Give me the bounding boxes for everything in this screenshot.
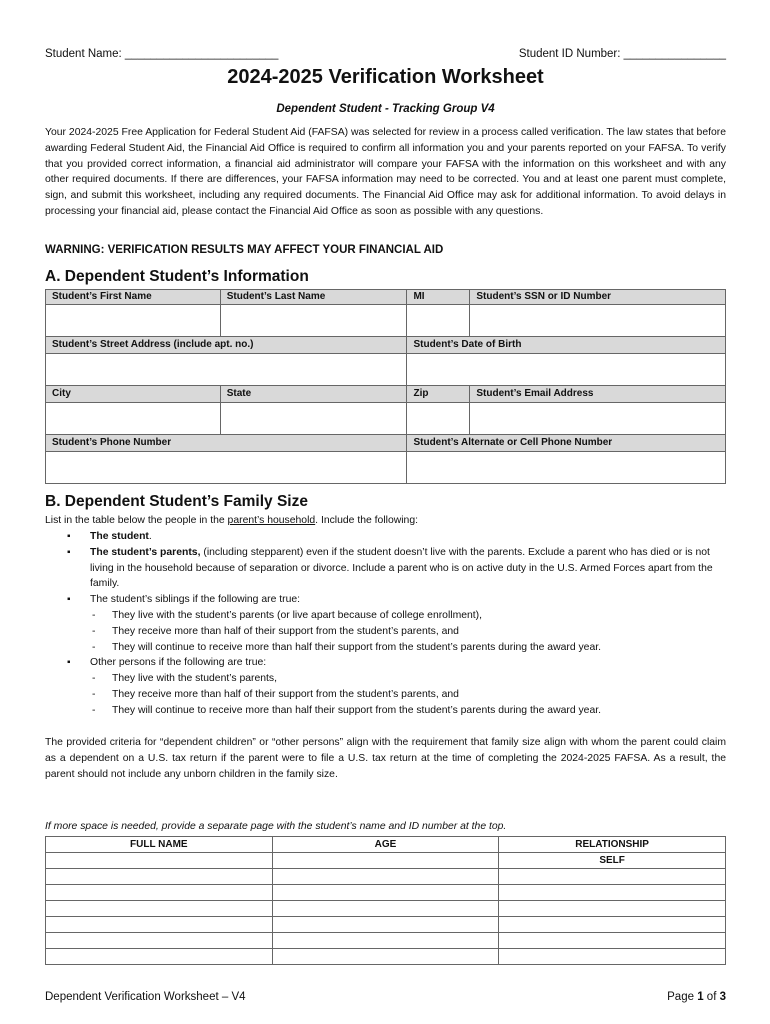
relationship-cell[interactable] xyxy=(499,949,726,965)
table-row xyxy=(46,901,726,917)
intro-paragraph: Your 2024-2025 Free Application for Federal Student Aid (FAFSA) was selected for review in a process called verification. The law states that before awarding Federal Student Aid, the Financial Aid Office is required to confirm all information you and your parents reported on your FAFSA. To verify that you provided correct information, a financial aid administrator will compare your FAFSA with the information on this worksheet and with any other required documents. If there are differences, your FAFSA information may need to be corrected. You and at least one parent must complete, sign, and submit this worksheet, including any required documents. The Financial Aid Office may ask for additional information. To avoid delays in processing your financial aid, please contact the Financial Aid Office as soon as possible with any questions. xyxy=(45,127,726,217)
relationship-cell[interactable] xyxy=(499,917,726,933)
siblings-sublist xyxy=(90,608,726,655)
mi-label: MI xyxy=(407,290,470,305)
name-cell[interactable] xyxy=(46,869,273,885)
item-parents-text: (including stepparent) even if the student doesn’t live with the parents. Exclude a parent who has died or is not living in the household because of separation or divorce. Include a parent who is on active duty in the U.S. Armed Forces apart from the family. xyxy=(90,546,713,590)
table-row xyxy=(46,949,726,965)
sub-item: - They receive more than half of their support from the student’s parents, and xyxy=(90,624,726,640)
others-sublist xyxy=(90,671,726,718)
street-address-field[interactable] xyxy=(46,354,407,386)
table-row xyxy=(46,869,726,885)
age-cell[interactable] xyxy=(272,933,499,949)
full-name-header: FULL NAME xyxy=(46,837,273,853)
name-cell[interactable] xyxy=(46,917,273,933)
name-cell[interactable] xyxy=(46,853,273,869)
relationship-cell[interactable] xyxy=(499,885,726,901)
age-header: AGE xyxy=(272,837,499,853)
page-number xyxy=(667,991,726,1003)
alt-phone-label: Student’s Alternate or Cell Phone Number xyxy=(407,435,726,452)
page-title: 2024-2025 Verification Worksheet xyxy=(227,66,544,88)
name-cell[interactable] xyxy=(46,901,273,917)
dob-field[interactable] xyxy=(407,354,726,386)
last-name-field[interactable] xyxy=(220,305,407,337)
page-current: 1 xyxy=(697,991,704,1003)
phone-field[interactable] xyxy=(46,452,407,484)
sub-item: - They live with the student’s parents (or live apart because of college enrollment), xyxy=(90,608,726,624)
list-intro-end: . Include the following: xyxy=(315,515,418,526)
more-space-note: If more space is needed, provide a separate page with the student’s name and ID number at the top. xyxy=(45,821,507,832)
first-name-label: Student’s First Name xyxy=(46,290,221,305)
dob-label: Student’s Date of Birth xyxy=(407,337,726,354)
zip-label: Zip xyxy=(407,386,470,403)
relationship-cell: SELF xyxy=(499,853,726,869)
age-cell[interactable] xyxy=(272,917,499,933)
email-label: Student’s Email Address xyxy=(470,386,726,403)
age-cell[interactable] xyxy=(272,853,499,869)
name-cell[interactable] xyxy=(46,949,273,965)
warning-text: WARNING: VERIFICATION RESULTS MAY AFFECT YOUR FINANCIAL AID xyxy=(45,244,444,256)
family-criteria-list xyxy=(45,529,726,719)
sub-item: - They will continue to receive more than half their support from the student’s parents during the award year. xyxy=(90,703,726,719)
table-row xyxy=(46,917,726,933)
item-student-end: . xyxy=(148,531,152,542)
page-subtitle: Dependent Student - Tracking Group V4 xyxy=(276,103,495,115)
student-name-label: Student Name: ________________________ xyxy=(45,48,279,60)
last-name-label: Student’s Last Name xyxy=(220,290,407,305)
list-item xyxy=(45,655,726,718)
page-prefix: Page xyxy=(667,991,698,1003)
city-field[interactable] xyxy=(46,403,221,435)
list-intro-text: List in the table below the people in the xyxy=(45,515,228,526)
age-cell[interactable] xyxy=(272,869,499,885)
sub-item: - They receive more than half of their support from the student’s parents, and xyxy=(90,687,726,703)
parents-household-text: parent’s household xyxy=(227,515,316,526)
city-label: City xyxy=(46,386,221,403)
mi-field[interactable] xyxy=(407,305,470,337)
page-footer xyxy=(45,991,726,1003)
email-field[interactable] xyxy=(470,403,726,435)
section-b-heading: B. Dependent Student’s Family Size xyxy=(45,493,308,510)
alt-phone-field[interactable] xyxy=(407,452,726,484)
relationship-cell[interactable] xyxy=(499,933,726,949)
section-a-heading: A. Dependent Student’s Information xyxy=(45,268,309,285)
name-cell[interactable] xyxy=(46,885,273,901)
page-of: of xyxy=(703,991,720,1003)
header-line xyxy=(45,48,726,60)
age-cell[interactable] xyxy=(272,885,499,901)
age-cell[interactable] xyxy=(272,949,499,965)
first-name-field[interactable] xyxy=(46,305,221,337)
list-item xyxy=(45,529,726,545)
relationship-cell[interactable] xyxy=(499,869,726,885)
zip-field[interactable] xyxy=(407,403,470,435)
ssn-label: Student’s SSN or ID Number xyxy=(470,290,726,305)
item-other-persons: Other persons if the following are true: xyxy=(90,657,267,669)
state-label: State xyxy=(220,386,407,403)
age-cell[interactable] xyxy=(272,901,499,917)
list-item xyxy=(45,592,726,655)
name-cell[interactable] xyxy=(46,933,273,949)
family-list-intro xyxy=(45,515,418,526)
sub-item: - They will continue to receive more than half their support from the student’s parents during the award year. xyxy=(90,640,726,656)
item-parents-bold: The student’s parents, xyxy=(90,546,201,558)
phone-label: Student’s Phone Number xyxy=(46,435,407,452)
family-table xyxy=(45,836,726,965)
table-row xyxy=(46,933,726,949)
relationship-cell[interactable] xyxy=(499,901,726,917)
item-siblings: The student’s siblings if the following are true: xyxy=(90,594,301,606)
student-id-label: Student ID Number: ________________ xyxy=(518,48,726,60)
footer-title: Dependent Verification Worksheet – V4 xyxy=(45,991,246,1003)
page-total: 3 xyxy=(719,991,726,1003)
item-student: The student xyxy=(90,531,149,542)
table-row xyxy=(46,885,726,901)
table-header-row xyxy=(46,837,726,853)
sub-item: - They live with the student’s parents, xyxy=(90,671,726,687)
list-item xyxy=(45,545,726,592)
student-info-table xyxy=(45,289,726,484)
street-address-label: Student’s Street Address (include apt. no.) xyxy=(46,337,407,354)
table-row xyxy=(46,853,726,869)
criteria-paragraph: The provided criteria for “dependent children” or “other persons” align with the requirement that family size align with whom the parent could claim as a dependent on a U.S. tax return if the parent were to file a U.S. tax return at the time of completing the 2024-2025 FAFSA. As a result, the parent should not include any unborn children in the family size. xyxy=(45,737,726,780)
ssn-field[interactable] xyxy=(470,305,726,337)
state-field[interactable] xyxy=(220,403,407,435)
relationship-header: RELATIONSHIP xyxy=(499,837,726,853)
